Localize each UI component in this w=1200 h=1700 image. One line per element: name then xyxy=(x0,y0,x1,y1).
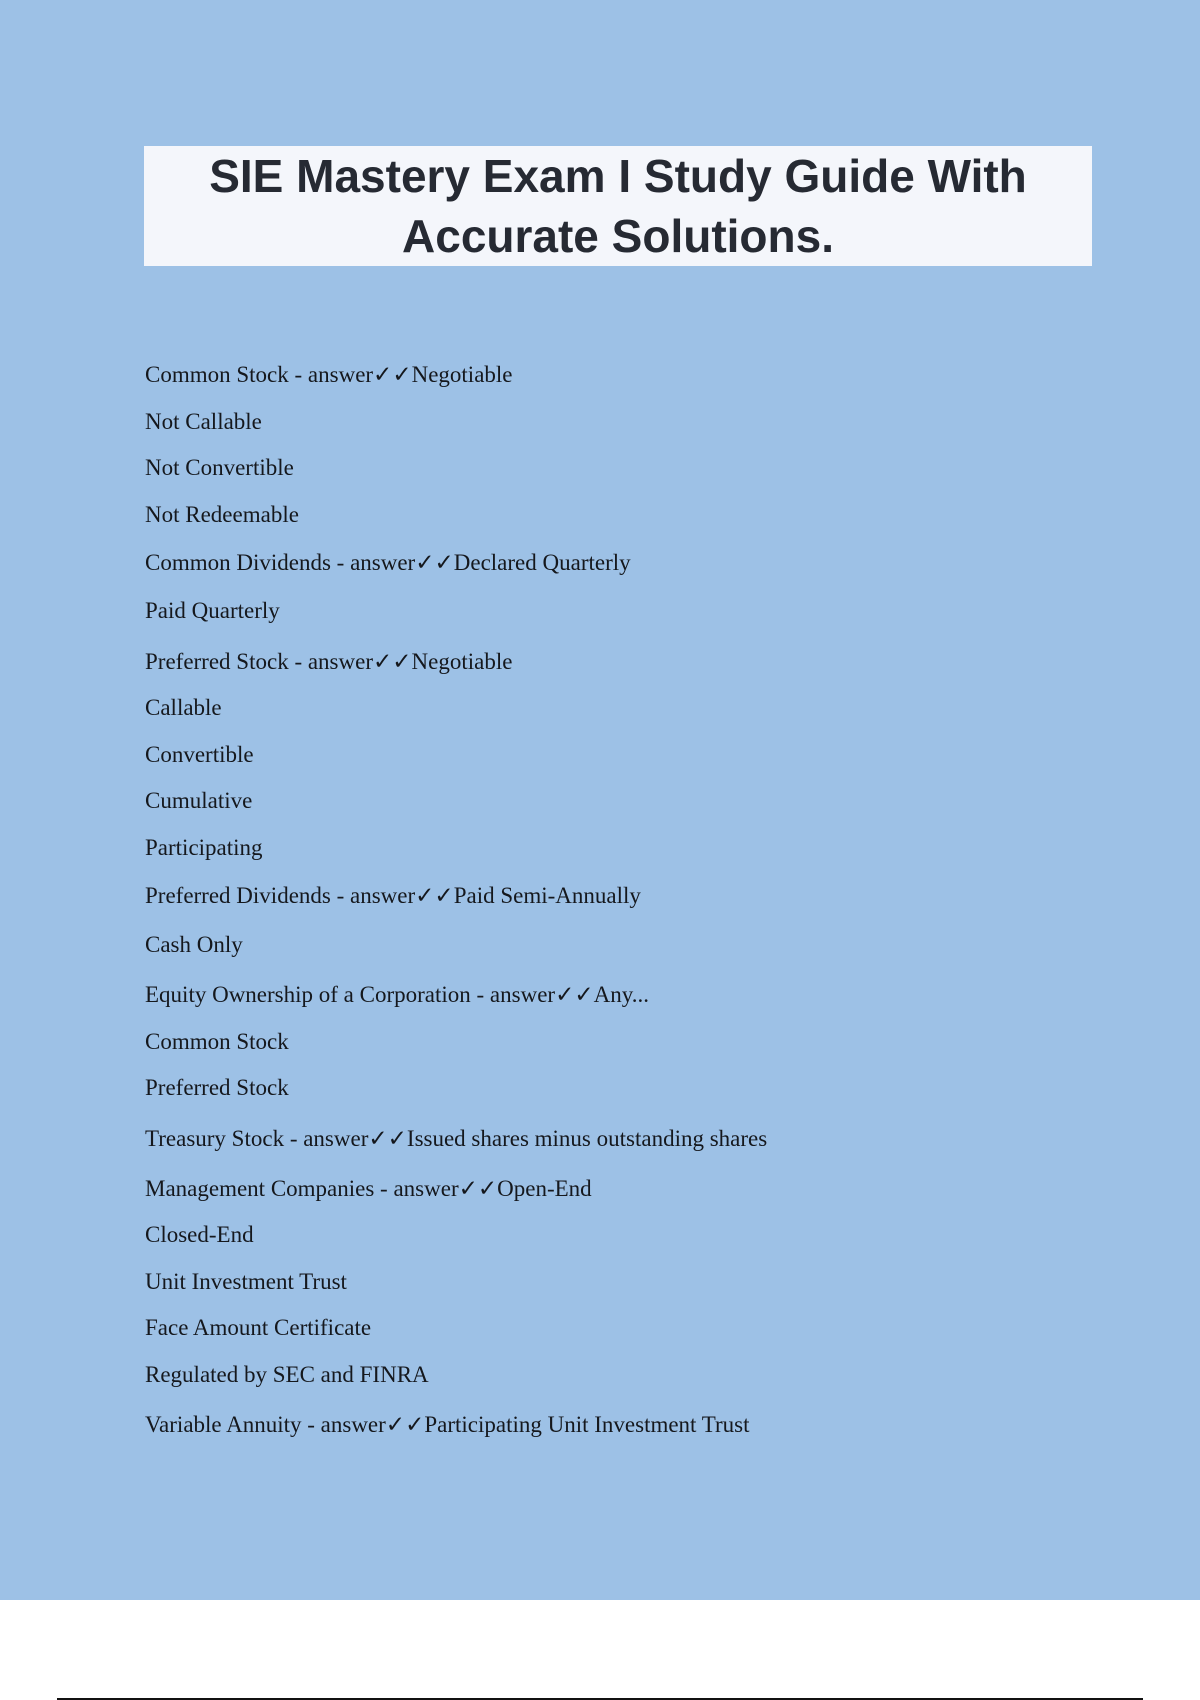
document-title: SIE Mastery Exam I Study Guide With Accurate Solutions. xyxy=(209,150,1027,262)
content-line: Not Callable xyxy=(145,409,262,434)
content-line: Regulated by SEC and FINRA xyxy=(145,1362,429,1387)
content-line: Variable Annuity - answer✓✓Participating Unit Investment Trust xyxy=(145,1412,750,1437)
content-line: Preferred Dividends - answer✓✓Paid Semi-Annually xyxy=(145,883,641,908)
content-line: Closed-End xyxy=(145,1222,254,1247)
content-line: Management Companies - answer✓✓Open-End xyxy=(145,1176,592,1201)
content-line: Common Stock - answer✓✓Negotiable xyxy=(145,362,513,387)
content-line: Cumulative xyxy=(145,788,253,813)
content-line: Common Stock xyxy=(145,1029,289,1054)
content-line: Unit Investment Trust xyxy=(145,1269,347,1294)
content-line: Common Dividends - answer✓✓Declared Quarterly xyxy=(145,550,631,575)
content-line: Not Convertible xyxy=(145,455,294,480)
content-line: Paid Quarterly xyxy=(145,598,280,623)
content-line: Convertible xyxy=(145,742,254,767)
content-line: Preferred Stock - answer✓✓Negotiable xyxy=(145,649,513,674)
content-line: Not Redeemable xyxy=(145,502,299,527)
content-line: Equity Ownership of a Corporation - answer✓✓Any... xyxy=(145,982,649,1007)
title-box xyxy=(144,146,1092,266)
content-line: Treasury Stock - answer✓✓Issued shares minus outstanding shares xyxy=(145,1126,768,1151)
content-line: Callable xyxy=(145,695,222,720)
content-line: Preferred Stock xyxy=(145,1075,289,1100)
content-line: Face Amount Certificate xyxy=(145,1315,372,1340)
content-line: Cash Only xyxy=(145,932,243,957)
content-line: Participating xyxy=(145,835,263,860)
